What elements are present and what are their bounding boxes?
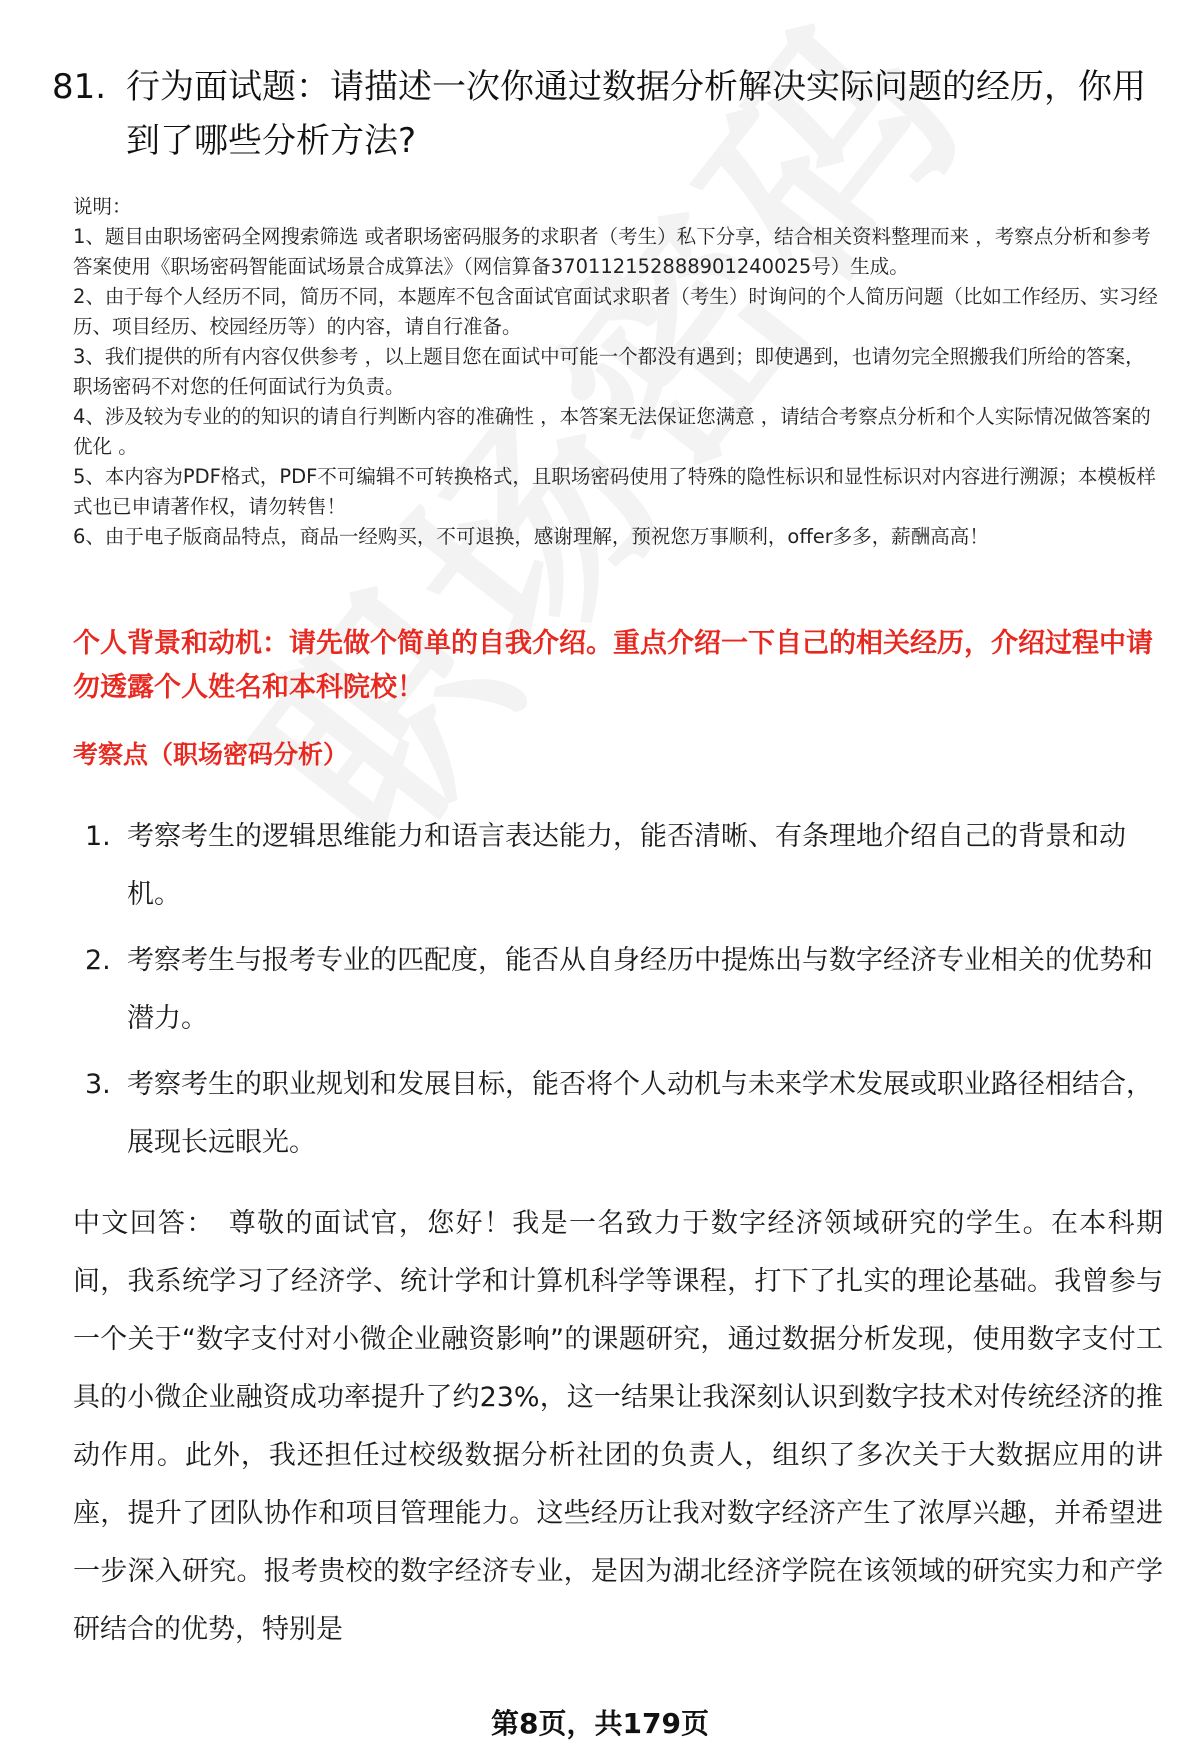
analysis-points xyxy=(73,808,1163,1180)
note-item: 5、本内容为PDF格式，PDF不可编辑不可转换格式，且职场密码使用了特殊的隐性标识和显性标识对内容进行溯源；本模板样式也已申请著作权，请勿转售！ xyxy=(73,465,1156,518)
point-number: 2. xyxy=(85,945,111,976)
analysis-point xyxy=(73,1056,1163,1172)
note-item: 1、题目由职场密码全网搜索筛选 或者职场密码服务的求职者（考生）私下分享，结合相关资料整理而来 ，考察点分析和参考答案使用《职场密码智能面试场景合成算法》（网信算备370112152888901240025号）生成。 xyxy=(73,225,1151,278)
note-item: 2、由于每个人经历不同，简历不同，本题库不包含面试官面试求职者（考生）时询问的个人简历问题（比如工作经历、实习经历、项目经历、校园经历等）的内容，请自行准备。 xyxy=(73,285,1158,338)
note-item: 3、我们提供的所有内容仅供参考 ，以上题目您在面试中可能一个都没有遇到；即使遇到，也请勿完全照搬我们所给的答案，职场密码不对您的任何面试行为负责。 xyxy=(73,345,1145,398)
point-number: 1. xyxy=(85,821,111,852)
analysis-heading: 考察点（职场密码分析） xyxy=(73,740,349,769)
answer-text: 尊敬的面试官，您好！我是一名致力于数字经济领域研究的学生。在本科期间，我系统学习了经济学、统计学和计算机科学等课程，打下了扎实的理论基础。我曾参与一个关于“数字支付对小微企业融资影响”的课题研究，通过数据分析发现，使用数字支付工具的小微企业融资成功率提升了约23%，这一结果让我深刻认识到数字技术对传统经济的推动作用。此外，我还担任过校级数据分析社团的负责人，组织了多次关于大数据应用的讲座，提升了团队协作和项目管理能力。这些经历让我对数字经济产生了浓厚兴趣，并希望进一步深入研究。报考贵校的数字经济专业，是因为湖北经济学院在该领域的研究实力和产学研结合的优势，特别是 xyxy=(73,1208,1164,1645)
question-text: 行为面试题：请描述一次你通过数据分析解决实际问题的经历，你用到了哪些分析方法? xyxy=(126,67,1146,161)
section-heading: 个人背景和动机：请先做个简单的自我介绍。重点介绍一下自己的相关经历，介绍过程中请勿透露个人姓名和本科院校！ xyxy=(73,628,1153,703)
page-number: 第8页，共179页 xyxy=(491,1707,709,1740)
answer-label: 中文回答： xyxy=(73,1208,215,1239)
point-text: 考察考生的逻辑思维能力和语言表达能力，能否清晰、有条理地介绍自己的背景和动机。 xyxy=(127,821,1126,910)
question-number: 81. xyxy=(52,67,107,107)
notes-section xyxy=(73,192,1163,552)
point-text: 考察考生的职业规划和发展目标，能否将个人动机与未来学术发展或职业路径相结合，展现长远眼光。 xyxy=(127,1069,1153,1158)
point-text: 考察考生与报考专业的匹配度，能否从自身经历中提炼出与数字经济专业相关的优势和潜力。 xyxy=(127,945,1153,1034)
answer-paragraph xyxy=(73,1195,1163,1659)
question-title xyxy=(52,60,1152,168)
note-item: 6、由于电子版商品特点，商品一经购买，不可退换，感谢理解，预祝您万事顺利，offer多多，薪酬高高！ xyxy=(73,525,989,548)
analysis-point xyxy=(73,932,1163,1048)
point-number: 3. xyxy=(85,1069,111,1100)
note-item: 4、涉及较为专业的的知识的请自行判断内容的准确性 ，本答案无法保证您满意 ，请结合考察点分析和个人实际情况做答案的优化 。 xyxy=(73,405,1151,458)
analysis-point xyxy=(73,808,1163,924)
notes-heading: 说明： xyxy=(73,195,132,218)
